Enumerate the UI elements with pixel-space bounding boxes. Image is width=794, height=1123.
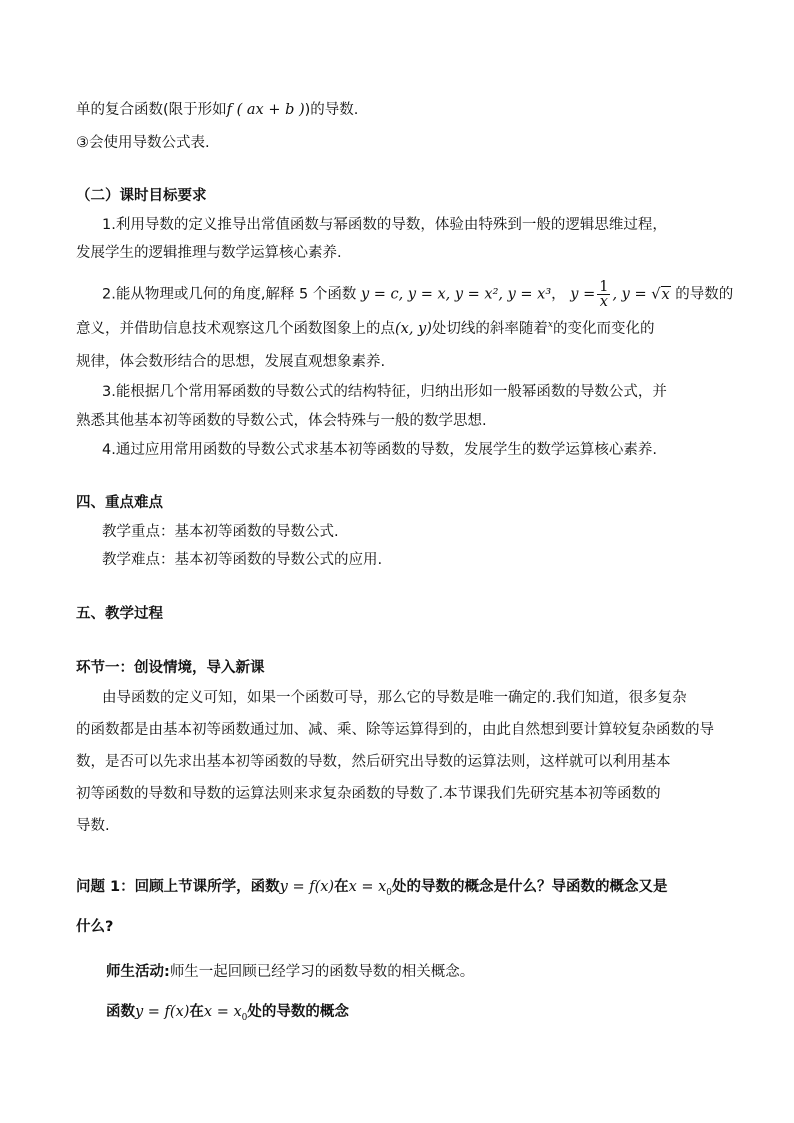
subscript-zero: 0 <box>386 887 393 898</box>
formula-x: x <box>547 320 553 331</box>
intro-paragraph-line-3: 数，是否可以先求出基本初等函数的导数，然后研究出导数的运算法则，这样就可以利用基本 <box>76 754 671 770</box>
text-line-composite-function <box>76 100 358 120</box>
section-5-heading: 五、教学过程 <box>76 606 163 622</box>
text-span: 意义，并借助信息技术观察这几个函数图象上的点 <box>76 321 395 337</box>
goal-1-line-2: 发展学生的逻辑推理与数学运算核心素养. <box>76 245 342 261</box>
text-span: ， <box>551 286 566 303</box>
fraction-one-over-x <box>597 280 610 309</box>
teaching-key-point: 教学重点：基本初等函数的导数公式. <box>102 524 339 540</box>
text-span: 函数 <box>106 1004 135 1020</box>
question-1-line-1 <box>76 877 668 897</box>
formula-y-equals: y = <box>570 286 596 303</box>
text-span: )的导数. <box>304 102 359 118</box>
intro-paragraph-line-2: 的函数都是由基本初等函数通过加、减、乘、除等运算得到的，由此自然想到要计算较复杂函数的导 <box>76 722 714 738</box>
text-span: 问题 1：回顾上节课所学，函数 <box>76 879 280 895</box>
intro-paragraph-line-5: 导数. <box>76 818 110 834</box>
text-span: 处切线的斜率随着 <box>431 321 548 337</box>
formula-point-xy: (x, y) <box>395 321 432 337</box>
formula-y-equals-2: , y = <box>612 286 647 303</box>
formula-power-functions: y = c, y = x, y = x², y = x³ <box>361 286 552 303</box>
fraction-denominator: x <box>599 294 608 310</box>
formula-y-fx: y = f(x) <box>279 879 335 895</box>
text-span: 在 <box>334 879 349 895</box>
intro-paragraph-line-4: 初等函数的导数和导数的运算法则来求复杂函数的导数了.本节课我们先研究基本初等函数的 <box>76 786 661 802</box>
text-span: 的导数的 <box>675 286 734 303</box>
text-span: 处的导数的概念 <box>247 1004 349 1020</box>
derivative-definition-title <box>106 1002 349 1022</box>
text-line-use-formula-table: ③会使用导数公式表. <box>76 135 210 151</box>
goal-2-line-1 <box>102 280 733 309</box>
teacher-student-activity <box>106 962 474 982</box>
fraction-numerator: 1 <box>599 279 609 295</box>
goal-2-line-3: 规律，体会数形结合的思想，发展直观想象素养. <box>76 354 386 370</box>
text-span: 的变化而变化的 <box>552 321 655 337</box>
goal-2-line-2 <box>76 319 654 339</box>
subscript-zero: 0 <box>241 1012 248 1023</box>
text-span: 2.能从物理或几何的角度,解释 5 个函数 <box>102 286 357 303</box>
sqrt-argument: x <box>661 286 670 303</box>
goals-heading: （二）课时目标要求 <box>76 188 207 204</box>
activity-label: 师生活动: <box>106 964 170 980</box>
activity-text: 师生一起回顾已经学习的函数导数的相关概念。 <box>169 964 475 980</box>
formula-x-eq: x = x <box>203 1004 242 1020</box>
goal-3-line-2: 熟悉其他基本初等函数的导数公式，体会特殊与一般的数学思想. <box>76 413 487 429</box>
teaching-difficulty: 教学难点：基本初等函数的导数公式的应用. <box>102 552 383 568</box>
goal-4-line-1: 4.通过应用常用函数的导数公式求基本初等函数的导数，发展学生的数学运算核心素养. <box>102 442 657 458</box>
text-span: 单的复合函数(限于形如 <box>76 102 227 118</box>
text-span: 处的导数的概念是什么？导函数的概念又是 <box>392 879 668 895</box>
text-span: 在 <box>189 1004 204 1020</box>
intro-paragraph-line-1: 由导函数的定义可知，如果一个函数可导，那么它的导数是唯一确定的.我们知道，很多复杂 <box>102 690 687 706</box>
goal-1-line-1: 1.利用导数的定义推导出常值函数与幂函数的导数，体验由特殊到一般的逻辑思维过程， <box>102 217 667 233</box>
step-1-heading: 环节一：创设情境，导入新课 <box>76 660 265 676</box>
formula-x-x0 <box>348 879 393 898</box>
formula-y-fx-2: y = f(x) <box>135 1004 190 1020</box>
goal-3-line-1: 3.能根据几个常用幂函数的导数公式的结构特征，归纳出形如一般幂函数的导数公式，并 <box>102 384 667 400</box>
question-1-line-2: 什么? <box>76 919 114 935</box>
formula-x-x0-2 <box>203 1004 248 1023</box>
section-4-heading: 四、重点难点 <box>76 495 163 511</box>
sqrt-icon: √ <box>651 286 661 303</box>
formula-x-eq: x = x <box>348 879 387 895</box>
formula-f-ax-b: f ( ax + b ) <box>226 102 305 118</box>
